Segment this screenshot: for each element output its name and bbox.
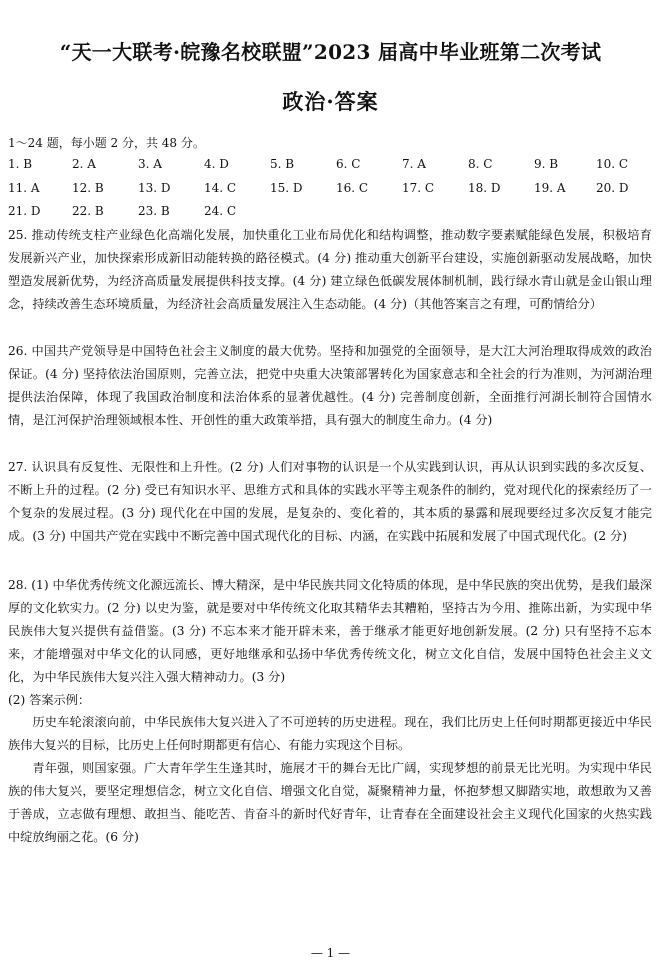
question-25-answer [8,224,652,316]
answer-item: 8. C [468,157,493,171]
q27-text: 27. 认识具有反复性、无限性和上升性。(2 分) 人们对事物的认识是一个从实践到认识，再从认识到实践的多次反复、不断上升的过程。(2 分) 受已有知识水平、思维方式和具体的实践水平等主观条件的制约，党对现代化的探索经历了一个复杂的发展过程。(3 分) 现代化在中国的发展，是复杂的、变化着的，其本质的暴露和展现要经过多次反复才能完成。(3 分) 中国共产党在实践中不断完善中国式现代化的目标、内涵，在实践中拓展和发展了中国式现代化。(2 分) [8,460,652,543]
answer-item: 21. D [8,204,41,218]
answer-item: 2. A [72,157,96,171]
answer-item: 12. B [72,180,104,195]
answer-item: 10. C [596,157,629,171]
answer-item: 13. D [138,180,171,195]
question-26-answer [8,340,652,432]
answer-item: 4. D [204,157,229,171]
answer-item: 19. A [534,180,566,195]
multiple-choice-answer-grid [8,157,648,228]
q28-part1-text: 28. (1) 中华优秀传统文化源远流长、博大精深，是中华民族共同文化特质的体现，是中华民族的突出优势，是我们最深厚的文化软实力。(2 分) 以史为鉴，就是要对中华传统文化取其精华去其糟粕，坚持古为今用、推陈出新，为实现中华民族伟大复兴提供有益借鉴。(3 分) 不忘本来才能开辟未来，善于继承才能更好地创新发展。(2 分) 只有坚持不忘本来，才能增强对中华文化的认同感，更好地继承和弘扬中华优秀传统文化，树立文化自信，发展中国特色社会主义文化，为中华民族伟大复兴注入强大精神动力。(3 分) [8,578,652,684]
answer-item: 16. C [336,180,369,195]
question-27-answer [8,456,652,548]
answer-row [8,181,648,205]
answer-item: 3. A [138,157,162,171]
q28-part2-heading: (2) 答案示例： [8,692,91,707]
q28-part2-paragraph-2: 青年强，则国家强。广大青年学生生逢其时，施展才干的舞台无比广阔，实现梦想的前景无比光明。为实现中华民族的伟大复兴，要坚定理想信念，树立文化自信、增强文化自觉，凝聚精神力量，怀抱梦想又脚踏实地，敢想敢为又善于善成，立志做有理想、敢担当、能吃苦、肯奋斗的新时代好青年，让青春在全面建设社会主义现代化国家的火热实践中绽放绚丽之花。(6 分) [8,761,652,844]
answer-item: 9. B [534,157,559,171]
answer-item: 14. C [204,180,237,195]
answer-item: 11. A [8,180,40,195]
subject-title: 政治·答案 [282,89,379,114]
answer-item: 20. D [596,180,629,195]
answer-item: 22. B [72,204,104,218]
answer-item: 18. D [468,180,501,195]
q25-text: 25. 推动传统支柱产业绿色化高端化发展，加快重化工业布局优化和结构调整，推动数字要素赋能绿色发展，积极培育发展新兴产业，加快探索形成新旧动能转换的路径模式。(4 分) 推动重大创新平台建设，实施创新驱动发展战略，加快塑造发展新优势，为经济高质量发展提供科技支撑。(4 分) 建立绿色低碳发展体制机制，践行绿水青山就是金山银山理念，持续改善生态环境质量，为经济社会高质量发展注入生态动能。(4 分)（其他答案言之有理，可酌情给分） [8,228,652,311]
answer-item: 17. C [402,180,435,195]
answer-item: 23. B [138,204,170,218]
q26-text: 26. 中国共产党领导是中国特色社会主义制度的最大优势。坚持和加强党的全面领导，是大江大河治理取得成效的政治保证。(4 分) 坚持依法治国原则，完善立法，把党中央重大决策部署转化为国家意志和全社会的行为准则，为河湖治理提供法治保障，体现了我国政治制度和法治体系的显著优越性。(4 分) 完善制度创新，全面推行河湖长制符合国情水情，是江河保护治理领域根本性、开创性的重大政策举措，具有强大的制度生命力。(4 分) [8,344,652,427]
exam-title: “天一大联考·皖豫名校联盟”2023 届高中毕业班第二次考试 [59,40,602,64]
answer-item: 5. B [270,157,295,171]
answer-row [8,157,648,181]
answer-item: 15. D [270,180,303,195]
question-28-answer [8,574,652,849]
instruction-text: 1～24 题，每小题 2 分，共 48 分。 [8,136,205,150]
answer-item: 24. C [204,204,237,218]
answer-item: 6. C [336,157,361,171]
answer-item: 1. B [8,157,33,171]
page-number: — 1 — [310,946,351,960]
q28-part2-paragraph-1: 历史车轮滚滚向前，中华民族伟大复兴进入了不可逆转的历史进程。现在，我们比历史上任何时期都更接近中华民族伟大复兴的目标，比历史上任何时期都更有信心、有能力实现这个目标。 [8,715,652,753]
answer-item: 7. A [402,157,426,171]
